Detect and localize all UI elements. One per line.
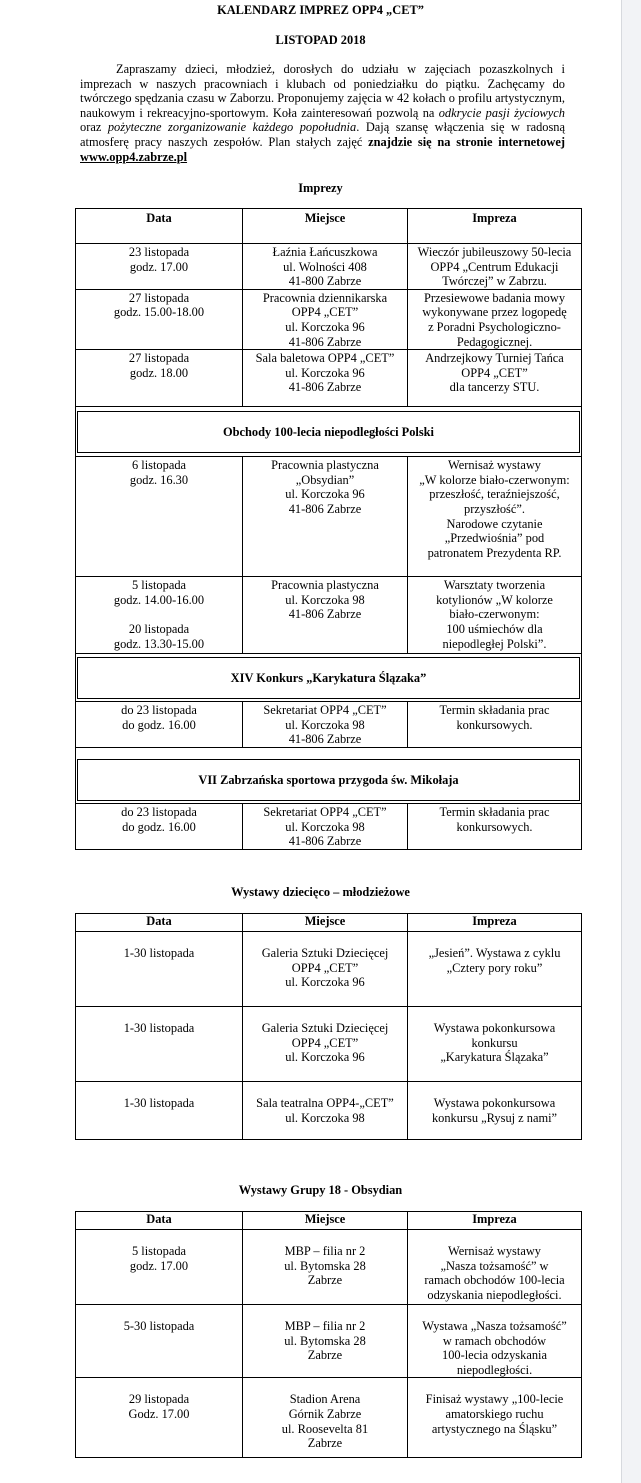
- table-row: [76, 1007, 582, 1082]
- place-cell: Galeria Sztuki Dziecięcej OPP4 „CET” ul. Korczoka 96: [243, 932, 408, 1007]
- header-place: Miejsce: [243, 1212, 408, 1230]
- table-header-row: [76, 1212, 582, 1230]
- event-cell: Wystawa pokonkursowa konkursu „Rysuj z nami”: [408, 1082, 582, 1140]
- document-title: KALENDARZ IMPREZ OPP4 „CET”: [217, 3, 424, 17]
- header-place: Miejsce: [243, 209, 408, 244]
- date-cell: do 23 listopada do godz. 16.00: [76, 702, 243, 748]
- table-row: [76, 577, 582, 654]
- date-cell: 5-30 listopada: [76, 1305, 243, 1378]
- event-cell: Wystawa pokonkursowa konkursu „Karykatura Ślązaka”: [408, 1007, 582, 1082]
- events-table: [75, 208, 582, 850]
- group18-table: [75, 1211, 582, 1458]
- event-cell: Termin składania prac konkursowych.: [408, 803, 582, 849]
- date-cell: 5 listopada godz. 14.00-16.00 20 listopada godz. 13.30-15.00: [76, 577, 243, 654]
- table-row: [76, 1378, 582, 1458]
- month-title: LISTOPAD 2018: [275, 33, 366, 47]
- table-row: [76, 1305, 582, 1378]
- heading-wystawy-g18: Wystawy Grupy 18 - Obsydian: [238, 1183, 403, 1197]
- event-cell: Warsztaty tworzenia kotylionów „W kolorze biało-czerwonym: 100 uśmiechów dla niepodległej Polski”.: [408, 577, 582, 654]
- date-cell: 27 listopada godz. 15.00-18.00: [76, 289, 243, 349]
- table-row: [76, 1082, 582, 1140]
- event-cell: Termin składania prac konkursowych.: [408, 702, 582, 748]
- event-cell: Wernisaż wystawy „Nasza tożsamość” w ramach obchodów 100-lecia odzyskania niepodległości.: [408, 1230, 582, 1305]
- section-row: [76, 747, 582, 803]
- place-cell: Pracownia dziennikarska OPP4 „CET” ul. Korczoka 96 41-806 Zabrze: [243, 289, 408, 349]
- date-cell: 1-30 listopada: [76, 932, 243, 1007]
- place-cell: Stadion Arena Górnik Zabrze ul. Roosevelta 81 Zabrze: [243, 1378, 408, 1458]
- place-cell: Pracownia plastyczna „Obsydian” ul. Korczoka 96 41-806 Zabrze: [243, 457, 408, 577]
- heading-wystawy-dm: Wystawy dziecięco – młodzieżowe: [231, 885, 410, 899]
- header-date: Data: [76, 209, 243, 244]
- event-cell: Wystawa „Nasza tożsamość” w ramach obchodów 100-lecia odzyskania niepodległości.: [408, 1305, 582, 1378]
- header-event: Impreza: [408, 914, 582, 932]
- table-row: [76, 702, 582, 748]
- event-cell: „Jesień”. Wystawa z cyklu „Cztery pory roku”: [408, 932, 582, 1007]
- header-date: Data: [76, 914, 243, 932]
- heading-imprezy: Imprezy: [298, 181, 343, 195]
- table-row: [76, 289, 582, 349]
- place-cell: Sala teatralna OPP4-„CET” ul. Korczoka 98: [243, 1082, 408, 1140]
- event-cell: Andrzejkowy Turniej Tańca OPP4 „CET” dla tancerzy STU.: [408, 350, 582, 407]
- header-date: Data: [76, 1212, 243, 1230]
- place-cell: MBP – filia nr 2 ul. Bytomska 28 Zabrze: [243, 1230, 408, 1305]
- table-row: [76, 350, 582, 407]
- event-cell: Finisaż wystawy „100-lecie amatorskiego ruchu artystycznego na Śląsku”: [408, 1378, 582, 1458]
- place-cell: Sala baletowa OPP4 „CET” ul. Korczoka 96 41-806 Zabrze: [243, 350, 408, 407]
- table-row: [76, 803, 582, 849]
- place-cell: Galeria Sztuki Dziecięcej OPP4 „CET” ul. Korczoka 96: [243, 1007, 408, 1082]
- section-row: [76, 654, 582, 702]
- place-cell: Łaźnia Łańcuszkowa ul. Wolności 408 41-800 Zabrze: [243, 244, 408, 290]
- exhibitions-table: [75, 913, 582, 1140]
- place-cell: Sekretariat OPP4 „CET” ul. Korczoka 98 41-806 Zabrze: [243, 702, 408, 748]
- section-title-karykatura: XIV Konkurs „Karykatura Ślązaka”: [77, 657, 580, 699]
- date-cell: 5 listopada godz. 17.00: [76, 1230, 243, 1305]
- table-header-row: [76, 914, 582, 932]
- section-title-independence: Obchody 100-lecia niepodległości Polski: [77, 411, 580, 453]
- event-cell: Wernisaż wystawy „W kolorze biało-czerwonym: przeszłość, teraźniejszość, przyszłość”. Narodowe czytanie „Przedwiośnia” pod patronatem Prezydenta RP.: [408, 457, 582, 577]
- table-row: [76, 244, 582, 290]
- table-row: [76, 457, 582, 577]
- page-edge: [621, 0, 641, 1483]
- event-cell: Przesiewowe badania mowy wykonywane przez logopedę z Poradni Psychologiczno- Pedagogicznej.: [408, 289, 582, 349]
- header-event: Impreza: [408, 1212, 582, 1230]
- place-cell: MBP – filia nr 2 ul. Bytomska 28 Zabrze: [243, 1305, 408, 1378]
- website-link[interactable]: www.opp4.zabrze.pl: [80, 149, 188, 164]
- date-cell: do 23 listopada do godz. 16.00: [76, 803, 243, 849]
- event-cell: Wieczór jubileuszowy 50-lecia OPP4 „Centrum Edukacji Twórczej” w Zabrzu.: [408, 244, 582, 290]
- table-row: [76, 1230, 582, 1305]
- header-place: Miejsce: [243, 914, 408, 932]
- intro-paragraph: Zapraszamy dzieci, młodzież, dorosłych do udziału w zajęciach pozaszkolnych i imprezach w naszych pracowniach i klubach od poniedziałku do piątku. Zachęcamy do twórczego spędzania czasu w Zaborzu. Proponujemy zajęcia w 42 kołach o profilu artystycznym, naukowym i rekreacyjno-sportowym. Koła zainteresowań pozwolą na odkrycie pasji życiowych oraz pożyteczne zorganizowanie każdego popołudnia. Dają szansę włączenia się w radosną atmosferę pracy naszych zespołów. Plan stałych zajęć znajdzie się na stronie internetowej www.opp4.zabrze.pl: [80, 62, 565, 164]
- date-cell: 27 listopada godz. 18.00: [76, 350, 243, 407]
- place-cell: Pracownia plastyczna ul. Korczoka 98 41-806 Zabrze: [243, 577, 408, 654]
- date-cell: 1-30 listopada: [76, 1007, 243, 1082]
- date-cell: 6 listopada godz. 16.30: [76, 457, 243, 577]
- place-cell: Sekretariat OPP4 „CET” ul. Korczoka 98 41-806 Zabrze: [243, 803, 408, 849]
- section-row: [76, 407, 582, 457]
- date-cell: 1-30 listopada: [76, 1082, 243, 1140]
- date-cell: 23 listopada godz. 17.00: [76, 244, 243, 290]
- header-event: Impreza: [408, 209, 582, 244]
- date-cell: 29 listopada Godz. 17.00: [76, 1378, 243, 1458]
- table-header-row: [76, 209, 582, 244]
- section-title-mikolaj: VII Zabrzańska sportowa przygoda św. Mikołaja: [77, 759, 580, 801]
- table-row: [76, 932, 582, 1007]
